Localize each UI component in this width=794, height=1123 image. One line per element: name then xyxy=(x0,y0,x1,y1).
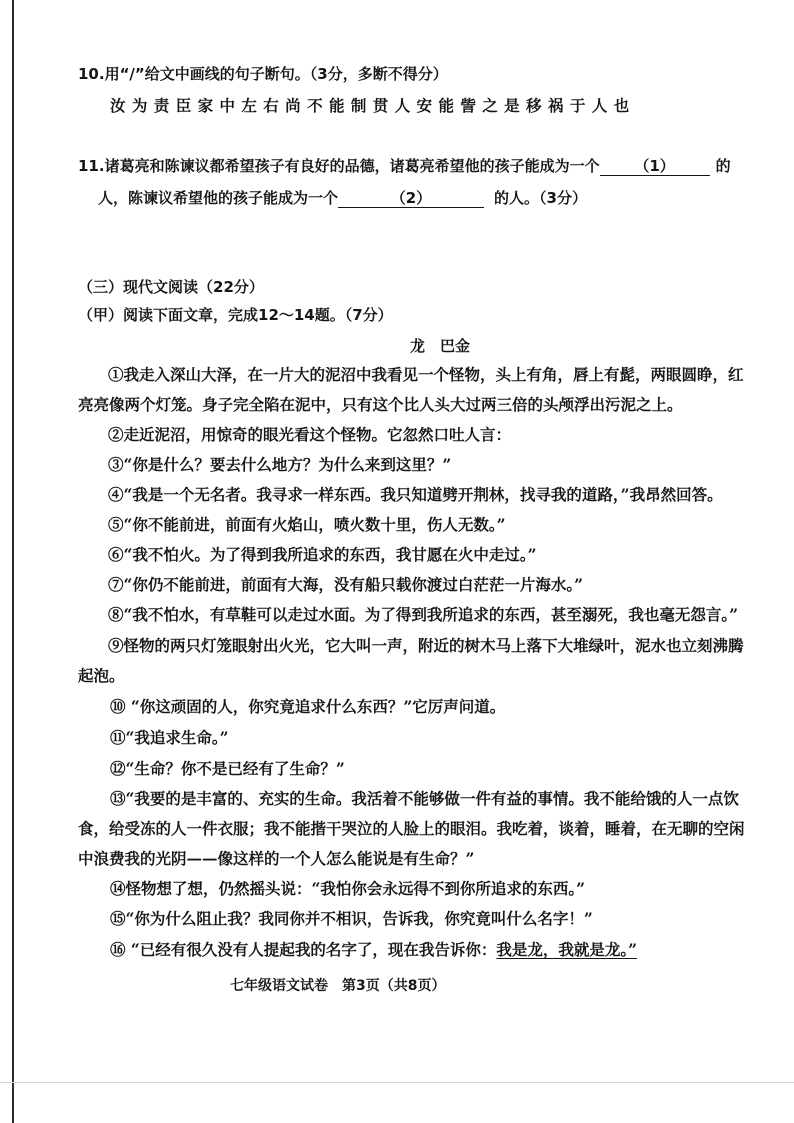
page-left-border xyxy=(12,0,14,1123)
answer-blank-1[interactable]: （1） xyxy=(600,157,710,176)
essay-line: ⑤“你不能前进，前面有火焰山，喷火数十里，伤人无数。” xyxy=(108,515,506,534)
essay-line: 亮亮像两个灯笼。身子完全陷在泥中，只有这个比人头大过两三倍的头颅浮出污泥之上。 xyxy=(78,395,683,414)
section-title: （三）现代文阅读（22分） xyxy=(78,278,264,296)
essay-line: ⑬“我要的是丰富的、充实的生命。我活着不能够做一件有益的事情。我不能给饿的人一点饮 xyxy=(110,789,739,808)
question-11-text-2: 人，陈谏议希望他的孩子能成为一个 xyxy=(98,189,339,207)
essay-line: ⑮“你为什么阻止我？我同你并不相识，告诉我，你究竟叫什么名字！” xyxy=(110,909,593,928)
question-11-text-1: 11.诸葛亮和陈谏议都希望孩子有良好的品德，诸葛亮希望他的孩子能成为一个 xyxy=(78,157,600,175)
question-10-prompt: 10.用“/”给文中画线的句子断句。（3分，多断不得分） xyxy=(78,65,448,83)
page-footer: 七年级语文试卷 第3页（共8页） xyxy=(230,978,446,994)
question-11-line-2 xyxy=(98,188,587,208)
underlined-sentence: 我是龙，我就是龙。” xyxy=(496,940,637,959)
essay-line: ⑦“你仍不能前进，前面有大海，没有船只载你渡过白茫茫一片海水。” xyxy=(108,575,584,594)
essay-line: ③“你是什么？要去什么地方？为什么来到这里？” xyxy=(108,455,452,474)
question-11-line-1 xyxy=(78,156,731,176)
essay-line: ⑨怪物的两只灯笼眼射出火光，它大叫一声，附近的树木马上落下大堆绿叶，泥水也立刻沸腾 xyxy=(108,636,744,655)
essay-line: ④“我是一个无名者。我寻求一样东西。我只知道劈开荆林，找寻我的道路，”我昂然回答。 xyxy=(108,485,723,504)
essay-title: 龙 巴金 xyxy=(410,337,471,355)
essay-line: 食，给受冻的人一件衣服；我不能揩干哭泣的人脸上的眼泪。我吃着，谈着，睡着，在无聊的空闲 xyxy=(78,819,745,838)
essay-line: ⑧“我不怕水，有草鞋可以走过水面。为了得到我所追求的东西，甚至溺死，我也毫无怨言。” xyxy=(108,605,739,624)
essay-line: ⑫“生命？你不是已经有了生命？” xyxy=(110,759,345,778)
page-bottom-rule xyxy=(0,1082,794,1083)
essay-line: ⑩ “你这顽固的人，你究竟追求什么东西？”它厉声问道。 xyxy=(110,697,506,716)
essay-line: ⑪“我追求生命。” xyxy=(110,728,229,747)
essay-line: ⑯ “已经有很久没有人提起我的名字了，现在我告诉你： xyxy=(110,940,497,959)
essay-line-last xyxy=(110,940,637,960)
section-sub-title: （甲）阅读下面文章，完成12～14题。（7分） xyxy=(78,306,393,324)
question-11-end-2: 的人。（3分） xyxy=(494,189,587,207)
essay-line: ①我走入深山大泽，在一片大的泥沼中我看见一个怪物，头上有角，唇上有髭，两眼圆睁，红 xyxy=(108,365,744,384)
question-11-end-1: 的 xyxy=(715,157,731,175)
essay-line: ②走近泥沼，用惊奇的眼光看这个怪物。它忽然口吐人言： xyxy=(108,425,512,444)
essay-line: ⑭怪物想了想，仍然摇头说：“我怕你会永远得不到你所追求的东西。” xyxy=(110,879,586,898)
essay-line: ⑥“我不怕火。为了得到我所追求的东西，我甘愿在火中走过。” xyxy=(108,545,537,564)
question-10-sentence: 汝 为 责 臣 家 中 左 右 尚 不 能 制 贯 人 安 能 訾 之 是 移 祸 于 人 也 xyxy=(110,96,630,115)
answer-blank-2[interactable]: （2） xyxy=(338,189,484,208)
essay-line: 中浪费我的光阴——像这样的一个人怎么能说是有生命？” xyxy=(78,849,475,868)
essay-line: 起泡。 xyxy=(78,666,125,685)
